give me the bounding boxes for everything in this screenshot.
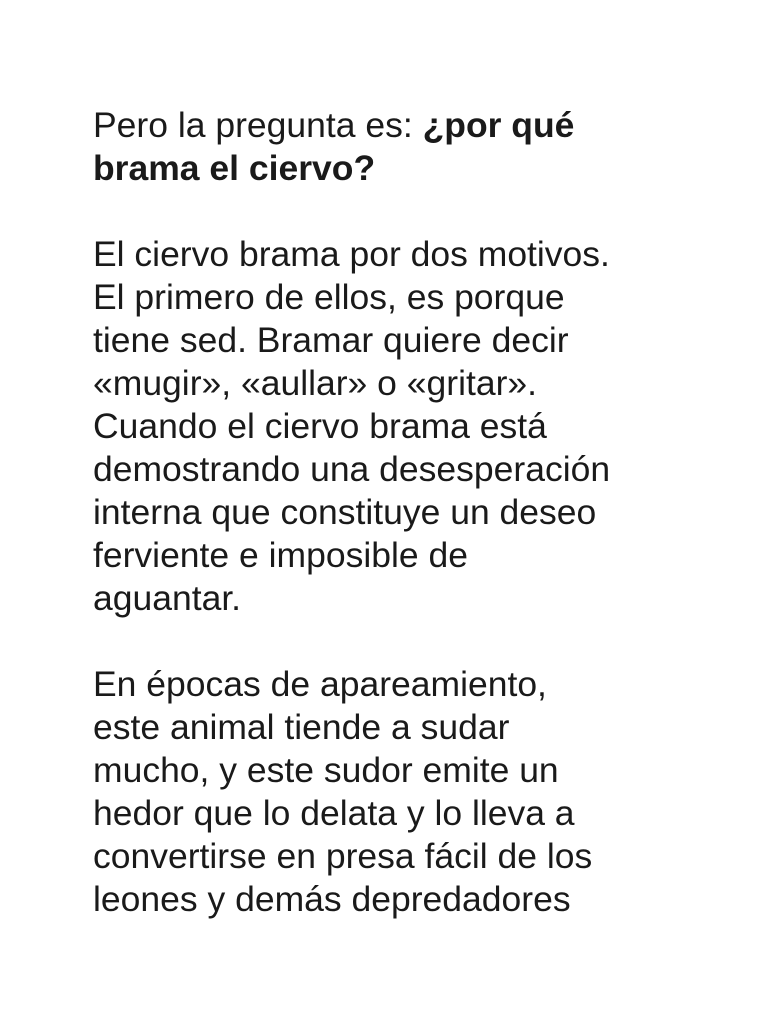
paragraph-1-line: «mugir», «aullar» o «gritar». <box>93 363 537 403</box>
paragraph-1-line: aguantar. <box>93 578 242 618</box>
paragraph-1-line: interna que constituye un deseo <box>93 492 597 532</box>
paragraph-1-line: demostrando una desesperación <box>93 449 611 489</box>
document-page <box>93 104 693 921</box>
paragraph-2-line: hedor que lo delata y lo lleva a <box>93 793 575 833</box>
paragraph-2-line: convertirse en presa fácil de los <box>93 836 593 876</box>
paragraph-1-line: tiene sed. Bramar quiere decir <box>93 320 569 360</box>
paragraph-1-line: Cuando el ciervo brama está <box>93 406 547 446</box>
paragraph-2-line: este animal tiende a sudar <box>93 707 510 747</box>
question-paragraph <box>93 104 693 190</box>
question-bold-1: ¿por qué <box>422 105 575 145</box>
paragraph-1-line: El ciervo brama por dos motivos. <box>93 234 610 274</box>
question-line-1 <box>93 104 693 147</box>
paragraph-2 <box>93 663 693 921</box>
paragraph-1-line: El primero de ellos, es porque <box>93 277 565 317</box>
paragraph-2-line: mucho, y este sudor emite un <box>93 750 559 790</box>
question-intro: Pero la pregunta es: <box>93 105 423 145</box>
paragraph-1 <box>93 233 693 620</box>
paragraph-2-line: En épocas de apareamiento, <box>93 664 547 704</box>
paragraph-2-line: leones y demás depredadores <box>93 879 571 919</box>
paragraph-1-line: ferviente e imposible de <box>93 535 468 575</box>
question-bold-2: brama el ciervo? <box>93 148 376 188</box>
